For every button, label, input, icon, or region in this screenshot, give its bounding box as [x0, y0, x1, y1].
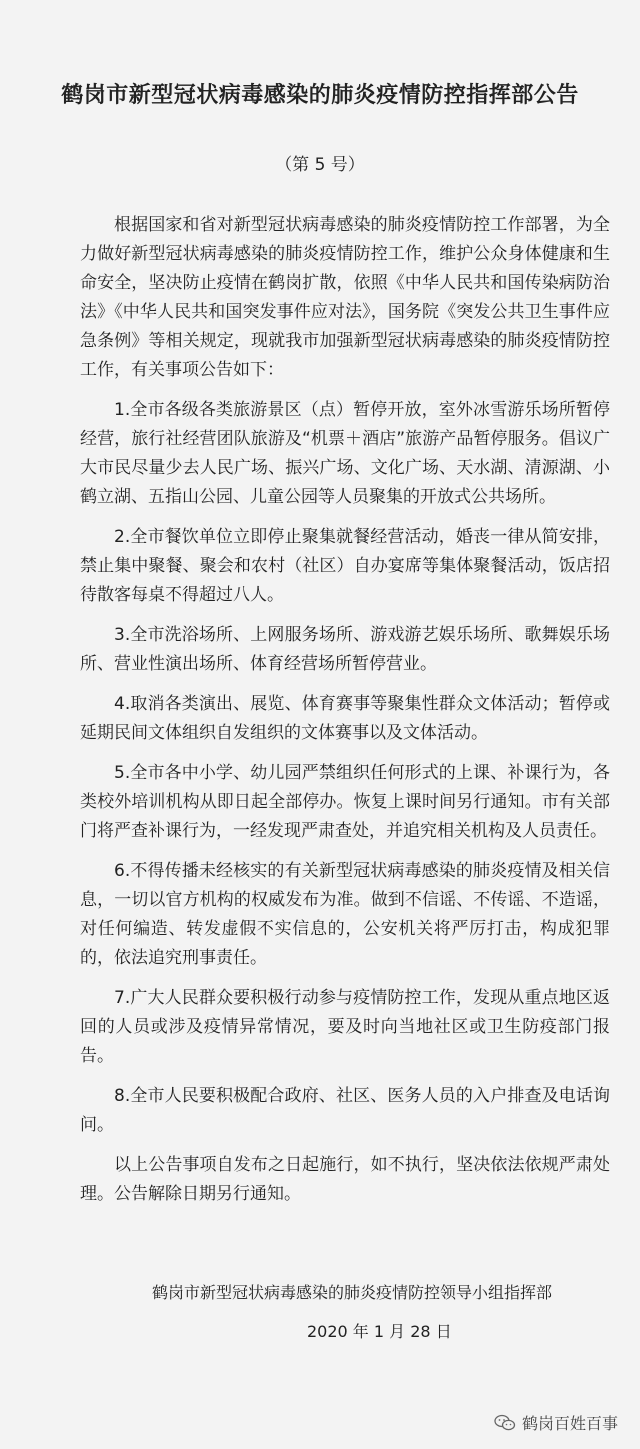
- paragraph-intro: 根据国家和省对新型冠状病毒感染的肺炎疫情防控工作部署，为全力做好新型冠状病毒感染的肺炎疫情防控工作，维护公众身体健康和生命安全，坚决防止疫情在鹤岗扩散，依照《中华人民共和国传染病防治法》《中华人民共和国突发事件应对法》，国务院《突发公共卫生事件应急条例》等相关规定，现就我市加强新型冠状病毒感染的肺炎疫情防控工作，有关事项公告如下：: [80, 215, 610, 380]
- notice-number: （第 5 号）: [275, 155, 365, 175]
- paragraph-item-1: 1.全市各级各类旅游景区（点）暂停开放，室外冰雪游乐场所暂停经营，旅行社经营团队旅游及“机票＋酒店”旅游产品暂停服务。倡议广大市民尽量少去人民广场、振兴广场、文化广场、天水湖、清源湖、小鹤立湖、五指山公园、儿童公园等人员聚集的开放式公共场所。: [80, 400, 610, 507]
- signature-organization: 鹤岗市新型冠状病毒感染的肺炎疫情防控领导小组指挥部: [152, 1283, 553, 1302]
- paragraph-item-4: 4.取消各类演出、展览、体育赛事等聚集性群众文体活动；暂停或延期民间文体组织自发组织的文体赛事以及文体活动。: [80, 694, 610, 743]
- paragraph-item-7: 7.广大人民群众要积极行动参与疫情防控工作，发现从重点地区返回的人员或涉及疫情异常情况，要及时向当地社区或卫生防疫部门报告。: [80, 988, 610, 1066]
- paragraph-item-6: 6.不得传播未经核实的有关新型冠状病毒感染的肺炎疫情及相关信息，一切以官方机构的权威发布为准。做到不信谣、不传谣、不造谣，对任何编造、转发虚假不实信息的，公安机关将严厉打击，构成犯罪的，依法追究刑事责任。: [80, 861, 610, 968]
- paragraph-item-5: 5.全市各中小学、幼儿园严禁组织任何形式的上课、补课行为，各类校外培训机构从即日起全部停办。恢复上课时间另行通知。市有关部门将严查补课行为，一经发现严肃查处，并追究相关机构及人员责任。: [80, 763, 610, 841]
- watermark-text: 鹤岗百姓百事: [521, 1414, 618, 1433]
- notice-title: 鹤岗市新型冠状病毒感染的肺炎疫情防控指挥部公告: [61, 83, 579, 108]
- notice-body: [80, 211, 610, 1220]
- signature-date: 2020 年 1 月 28 日: [307, 1322, 452, 1341]
- watermark: [494, 1411, 618, 1434]
- wechat-icon: [494, 1414, 516, 1432]
- paragraph-item-2: 2.全市餐饮单位立即停止聚集就餐经营活动，婚丧一律从简安排，禁止集中聚餐、聚会和农村（社区）自办宴席等集体聚餐活动，饭店招待散客每桌不得超过八人。: [80, 527, 610, 605]
- paragraph-item-3: 3.全市洗浴场所、上网服务场所、游戏游艺娱乐场所、歌舞娱乐场所、营业性演出场所、体育经营场所暂停营业。: [80, 625, 610, 674]
- paragraph-item-8: 8.全市人民要积极配合政府、社区、医务人员的入户排查及电话询问。: [80, 1086, 610, 1135]
- paragraph-closing: 以上公告事项自发布之日起施行，如不执行，坚决依法依规严肃处理。公告解除日期另行通知。: [80, 1155, 610, 1204]
